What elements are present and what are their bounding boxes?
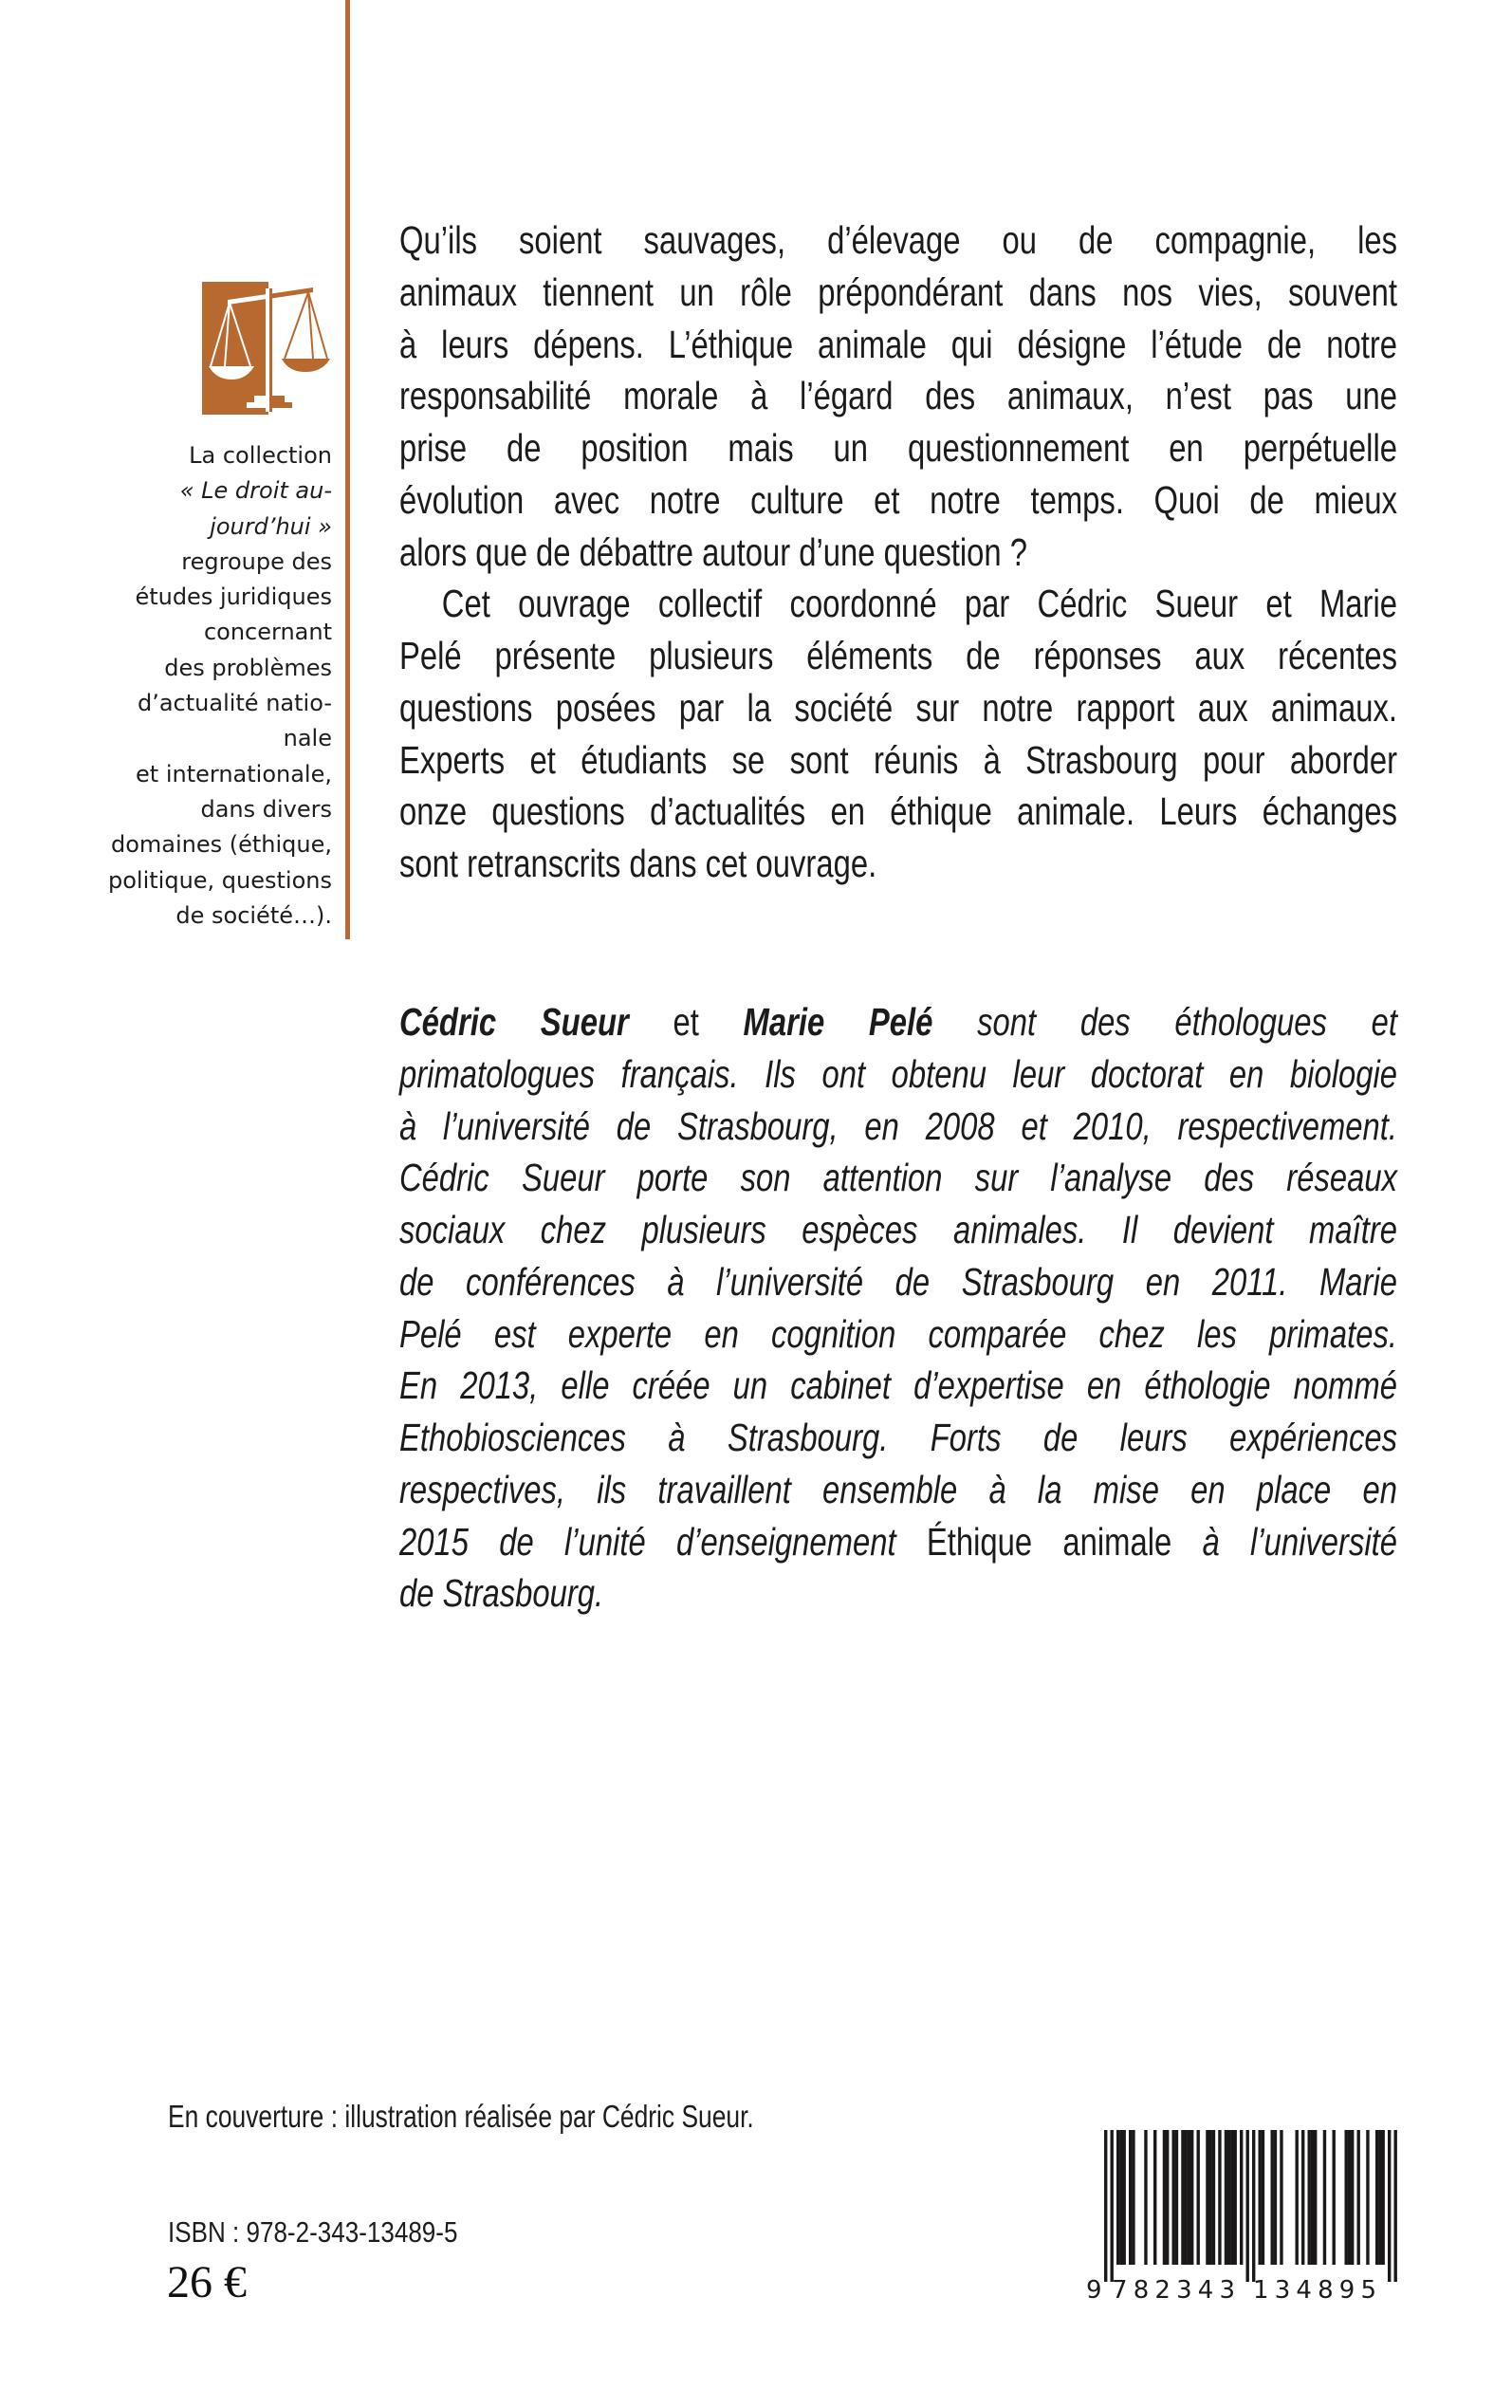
barcode-bar xyxy=(1181,2130,1184,2265)
bio-line: En 2013, elle créée un cabinet d’expertise en éthologie nommé xyxy=(399,1363,1397,1408)
accent-vertical-rule xyxy=(345,0,350,939)
summary-line: Cet ouvrage collectif coordonné par Cédric Sueur et Marie xyxy=(441,582,1397,626)
barcode-bar xyxy=(1225,2130,1227,2265)
barcode-bar xyxy=(1357,2130,1360,2265)
barcode-bar xyxy=(1116,2130,1119,2265)
barcode-bar xyxy=(1308,2130,1311,2265)
logo-step-2 xyxy=(269,402,292,408)
collection-note-line: études juridiques xyxy=(135,583,332,611)
logo-right-pan xyxy=(282,359,330,372)
collection-note-line: « Le droit au- xyxy=(179,477,332,505)
summary-line: animaux tiennent un rôle prépondérant dans nos vies, souvent xyxy=(399,269,1397,314)
barcode-bar xyxy=(1144,2130,1147,2265)
barcode-bar xyxy=(1333,2130,1336,2265)
bio-line: à l’université de Strasbourg, en 2008 et 2010, respectivement. xyxy=(399,1103,1397,1148)
logo-pillar-light xyxy=(266,288,269,412)
cover-credit: En couverture : illustration réalisée par Cédric Sueur. xyxy=(168,2099,754,2134)
collection-note-line: dans divers xyxy=(200,795,332,823)
barcode-guard-bar xyxy=(1111,2130,1114,2282)
summary-line: Qu’ils soient sauvages, d’élevage ou de compagnie, les xyxy=(399,218,1397,262)
logo-pillar xyxy=(269,288,272,412)
barcode-bar xyxy=(1166,2130,1169,2265)
collection-note-line: regroupe des xyxy=(181,547,332,575)
summary-line: Pelé présente plusieurs éléments de réponses aux récentes xyxy=(399,634,1397,677)
collection-note-line: d’actualité natio- xyxy=(137,690,332,717)
barcode-bar xyxy=(1280,2130,1282,2265)
bio-line: Cédric Sueur porte son attention sur l’analyse des réseaux xyxy=(399,1156,1397,1200)
barcode-bar xyxy=(1314,2130,1317,2265)
bio-connector: et xyxy=(673,1000,699,1044)
bio-line: respectives, ils travaillent ensemble à la mise en place en xyxy=(399,1467,1397,1511)
collection-note xyxy=(57,438,332,934)
barcode-bar xyxy=(1209,2130,1212,2265)
collection-note-line: domaines (éthique, xyxy=(110,831,332,859)
price: 26 € xyxy=(167,2257,247,2307)
collection-note-line: jourd’hui » xyxy=(210,512,332,540)
barcode-bar xyxy=(1163,2130,1166,2265)
barcode-bar xyxy=(1234,2130,1237,2265)
barcode-guard-bar xyxy=(1246,2130,1249,2282)
collection-note-line: des problèmes xyxy=(164,654,332,681)
barcode-bar xyxy=(1129,2130,1132,2265)
bio-line: de conférences à l’université de Strasbourg en 2011. Marie xyxy=(399,1259,1397,1304)
barcode-bar xyxy=(1185,2130,1188,2265)
barcode-right-digits: 134895 xyxy=(1253,2276,1376,2305)
bio-text: à l’université xyxy=(1202,1519,1397,1564)
barcode-bar xyxy=(1190,2130,1193,2265)
barcode-bar xyxy=(1175,2130,1178,2265)
bio-line: de Strasbourg. xyxy=(399,1571,604,1616)
barcode-bar xyxy=(1259,2130,1262,2265)
bio-line xyxy=(399,996,1397,1048)
barcode-bar xyxy=(1123,2130,1126,2265)
barcode-bar xyxy=(1206,2130,1208,2265)
logo-shape xyxy=(202,282,330,415)
summary-line: alors que de débattre autour d’une question ? xyxy=(399,529,1027,574)
summary-line: sont retranscrits dans cet ouvrage. xyxy=(399,842,877,885)
summary-line: à leurs dépens. L’éthique animale qui désigne l’étude de notre xyxy=(399,322,1397,366)
barcode-bar xyxy=(1240,2130,1243,2265)
barcode-guard-bar xyxy=(1104,2130,1107,2282)
barcode-guard-bar xyxy=(1394,2130,1397,2282)
isbn: ISBN : 978-2-343-13489-5 xyxy=(168,2215,458,2249)
author-name: Marie Pelé xyxy=(743,1000,933,1044)
barcode-bar xyxy=(1351,2130,1354,2265)
barcode-guard-bar xyxy=(1388,2130,1391,2282)
barcode-left-digits: 782343 xyxy=(1112,2276,1235,2305)
collection-note-line: de société…). xyxy=(175,901,332,929)
bio-line: Ethobiosciences à Strasbourg. Forts de leurs expériences xyxy=(399,1416,1397,1459)
bio-line xyxy=(399,1516,1397,1568)
logo-right-strings xyxy=(285,292,327,359)
scales-of-justice-icon xyxy=(190,275,341,427)
barcode-bar xyxy=(1262,2130,1264,2265)
barcode-first-digit: 9 xyxy=(1086,2276,1102,2305)
logo-step-light xyxy=(247,402,269,408)
barcode-bar xyxy=(1382,2130,1385,2265)
barcode-bar xyxy=(1132,2130,1134,2265)
barcode-bar xyxy=(1301,2130,1304,2265)
back-cover-summary xyxy=(399,214,1397,890)
bio-text: 2015 de l’unité d’enseignement xyxy=(399,1519,896,1564)
barcode-bar xyxy=(1119,2130,1122,2265)
author-name: Cédric Sueur xyxy=(399,1000,629,1044)
barcode-bars xyxy=(1104,2130,1397,2282)
logo-step-light-2 xyxy=(254,396,269,402)
summary-line: évolution avec notre culture et notre temps. Quoi de mieux xyxy=(399,477,1397,522)
summary-line: responsabilité morale à l’égard des animaux, n’est pas une xyxy=(399,374,1397,418)
bio-line: primatologues français. Ils ont obtenu leur doctorat en biologie xyxy=(399,1051,1397,1096)
barcode-bar xyxy=(1345,2130,1348,2265)
course-title: Éthique animale xyxy=(926,1519,1172,1564)
summary-line: prise de position mais un questionnement en perpétuelle xyxy=(399,426,1397,470)
barcode-bar xyxy=(1378,2130,1381,2265)
barcode-guard-bar xyxy=(1252,2130,1255,2282)
barcode-bar xyxy=(1296,2130,1299,2265)
summary-line: Experts et étudiants se sont réunis à Strasbourg pour aborder xyxy=(399,737,1397,782)
barcode-bar xyxy=(1188,2130,1190,2265)
barcode-bar xyxy=(1153,2130,1156,2265)
ean13-barcode xyxy=(1081,2125,1404,2306)
barcode-bar xyxy=(1271,2130,1274,2265)
barcode-bar xyxy=(1311,2130,1314,2265)
barcode-bar xyxy=(1197,2130,1200,2265)
bio-line: Pelé est experte en cognition comparée chez les primates. xyxy=(399,1311,1397,1356)
barcode-bar xyxy=(1212,2130,1215,2265)
barcode-bar xyxy=(1218,2130,1221,2265)
barcode-bar xyxy=(1323,2130,1326,2265)
collection-note-line: politique, questions xyxy=(108,866,332,894)
barcode-bar xyxy=(1230,2130,1233,2265)
collection-note-line: La collection xyxy=(189,442,332,469)
barcode-bar xyxy=(1274,2130,1277,2265)
barcode-bar xyxy=(1172,2130,1175,2265)
barcode-bar xyxy=(1227,2130,1230,2265)
collection-note-line: concernant xyxy=(203,619,332,646)
summary-line: questions posées par la société sur notre rapport aux animaux. xyxy=(399,685,1397,730)
authors-biography xyxy=(399,996,1397,1620)
summary-line: onze questions d’actualités en éthique animale. Leurs échanges xyxy=(399,789,1397,834)
collection-note-line: nale xyxy=(283,725,332,752)
barcode-bar xyxy=(1366,2130,1369,2265)
collection-note-line: et internationale, xyxy=(136,760,332,787)
bio-text: sont des éthologues et xyxy=(977,1000,1397,1044)
barcode-bar xyxy=(1375,2130,1378,2265)
logo-step xyxy=(269,396,285,402)
barcode-bar xyxy=(1348,2130,1351,2265)
bio-line: sociaux chez plusieurs espèces animales. Il devient maître xyxy=(399,1208,1397,1251)
